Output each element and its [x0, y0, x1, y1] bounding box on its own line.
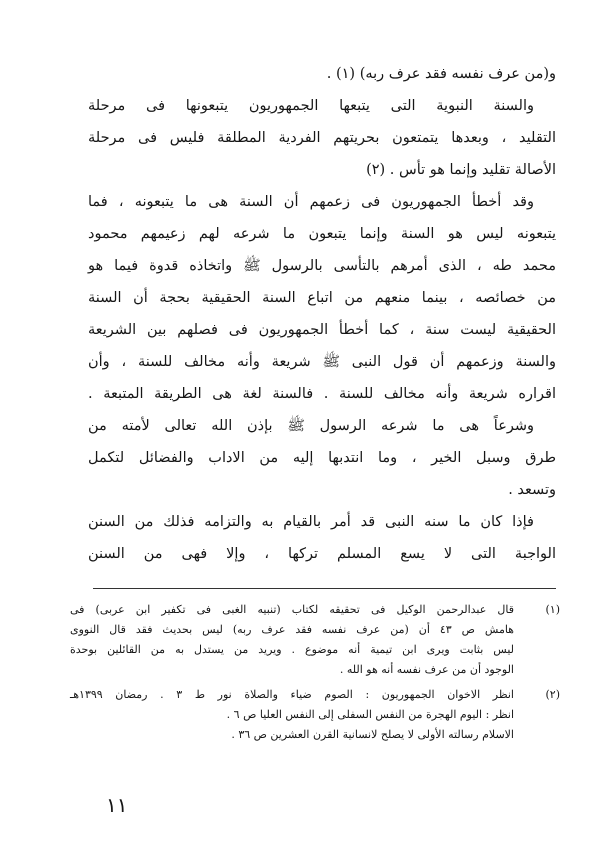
- text-line: فإذا كان ما سنه النبى قد أمر بالقيام به والتزامه فذلك من السنن: [88, 514, 534, 530]
- text-line: وقد أخطأ الجمهوريون فى زعمهم أن السنة هى ما يتبعونه ، فما: [88, 194, 534, 210]
- text-line: من خصائصه ، بينما منعهم من اتباع السنة الحقيقية بحجة أن السنة: [88, 290, 556, 306]
- main-text: [88, 58, 556, 570]
- text-line: وشرعاً هى ما شرعه الرسول ﷺ بإذن الله تعالى لأمته من: [88, 418, 534, 434]
- footnote-line: قال عبدالرحمن الوكيل فى تحقيقه لكتاب (تنبيه الغبى فى تكفير ابن عربى) فى: [70, 603, 514, 616]
- footnote-line: انظر الاخوان الجمهوريون : الصوم ضياء والصلاة نور ط ٣ . رمضان ١٣٩٩هـ: [70, 688, 514, 701]
- text-line: والسنة النبوية التى يتبعها الجمهوريون يتبعونها فى مرحلة: [88, 98, 534, 114]
- page-number: ١١: [106, 793, 128, 817]
- footnote-separator: [93, 588, 556, 589]
- footnote-line: هامش ص ٤٣ أن (من عرف نفسه فقد عرف ربه) ليس بحديث فقد قال النووى: [70, 623, 514, 636]
- footnote-number: (٢): [545, 688, 560, 701]
- footnote-line: الوجود أن من عرف نفسه أنه هو الله .: [339, 663, 514, 676]
- text-line: الأصالة تقليد وإنما هو تأس . (٢): [366, 162, 556, 178]
- text-line: طرق وسبل الخير ، وما انتدبها إليه من الاداب والفضائل لتكمل: [88, 450, 556, 466]
- text-line: محمد طه ، الذى أمرهم بالتأسى بالرسول ﷺ واتخاذه قدوة فيما هو: [88, 258, 556, 274]
- footnote-1: [70, 600, 560, 680]
- text-line: يتبعونه ليس هو السنة وإنما يتبعون ما شرعه لهم زعيمهم محمود: [88, 226, 556, 242]
- text-line: وتسعد .: [508, 482, 556, 498]
- footnote-line: ليس بثابت ويرى ابن تيمية أنه موضوع . ويريد من يستدل به من القائلين بوحدة: [70, 643, 514, 656]
- footnote-line: انظر : اليوم الهجرة من النفس السفلى إلى النفس العليا ص ٦ .: [226, 708, 514, 721]
- text-line: و(من عرف نفسه فقد عرف ربه) (١) .: [326, 66, 556, 82]
- text-line: التقليد ، وبعدها يتمتعون بحريتهم الفردية المطلقة فليس فى مرحلة: [88, 130, 556, 146]
- footnote-2: [70, 685, 560, 745]
- text-line: الواجبة التى لا يسع المسلم تركها ، وإلا فهى من السنن: [88, 546, 556, 562]
- text-line: الحقيقية ليست سنة ، كما أخطأ الجمهوريون فى فصلهم بين الشريعة: [88, 322, 556, 338]
- text-line: اقراره شريعة وأنه مخالف للسنة . فالسنة لغة هى الطريقة المتبعة .: [88, 386, 556, 402]
- footnote-line: الاسلام رسالته الأولى لا يصلح لانسانية القرن العشرين ص ٣٦ .: [231, 728, 514, 741]
- footnote-number: (١): [545, 603, 560, 616]
- text-line: والسنة وزعمهم أن قول النبى ﷺ شريعة وأنه مخالف للسنة ، وأن: [88, 354, 556, 370]
